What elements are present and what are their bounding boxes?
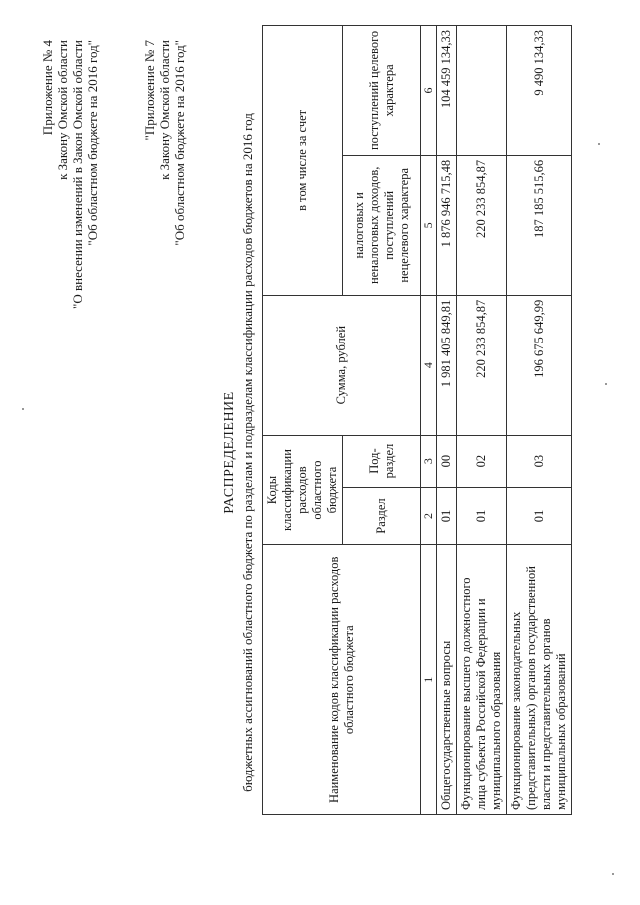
col-number: 5 bbox=[421, 155, 437, 295]
header-line: к Закону Омской области bbox=[55, 40, 70, 180]
appendix-header-7 bbox=[142, 40, 187, 246]
document-title: РАСПРЕДЕЛЕНИЕ bbox=[222, 391, 237, 514]
table-row bbox=[437, 26, 457, 815]
header-line: Приложение № 4 bbox=[40, 40, 55, 136]
col-header-sum: Сумма, рублей bbox=[263, 295, 421, 435]
row-name: Функционирование высшего должностного лица субъекта Российской Федерации и муниципального образования bbox=[457, 545, 507, 815]
col-number: 4 bbox=[421, 295, 437, 435]
appendix-header-4 bbox=[40, 40, 100, 309]
col-header-tax: налоговых и неналоговых доходов, поступлений нецелевого характера bbox=[343, 155, 421, 295]
row-sum: 196 675 649,99 bbox=[507, 295, 572, 435]
header-line: "Об областном бюджете на 2016 год" bbox=[85, 40, 100, 246]
row-tax: 187 185 515,66 bbox=[507, 155, 572, 295]
col-header-name: Наименование кодов классификации расходов областного бюджета bbox=[263, 545, 421, 815]
col-header-subsection: Под-раздел bbox=[343, 435, 421, 487]
row-tax: 220 233 854,87 bbox=[457, 155, 507, 295]
row-target: 104 459 134,33 bbox=[437, 26, 457, 156]
col-number: 2 bbox=[421, 487, 437, 545]
row-target: 9 490 134,33 bbox=[507, 26, 572, 156]
header-line: к Закону Омской области bbox=[157, 40, 172, 180]
header-line: "Приложение № 7 bbox=[142, 40, 157, 141]
scan-speck bbox=[612, 873, 614, 875]
table-row bbox=[507, 26, 572, 815]
scan-speck bbox=[22, 408, 24, 410]
row-subsection: 02 bbox=[457, 435, 507, 487]
col-number: 1 bbox=[421, 545, 437, 815]
scan-speck bbox=[605, 383, 607, 385]
budget-table bbox=[262, 25, 572, 815]
row-section: 01 bbox=[437, 487, 457, 545]
row-sum: 1 981 405 849,81 bbox=[437, 295, 457, 435]
document-subtitle: бюджетных ассигнований областного бюджета по разделам и подразделам классификации расходов бюджетов на 2016 год bbox=[240, 113, 255, 792]
col-header-section: Раздел bbox=[343, 487, 421, 545]
table-row bbox=[457, 26, 507, 815]
row-name: Общегосударственные вопросы bbox=[437, 545, 457, 815]
scan-speck bbox=[598, 143, 600, 145]
col-number: 3 bbox=[421, 435, 437, 487]
row-target bbox=[457, 26, 507, 156]
row-tax: 1 876 946 715,48 bbox=[437, 155, 457, 295]
header-line: "Об областном бюджете на 2016 год" bbox=[172, 40, 187, 246]
row-subsection: 03 bbox=[507, 435, 572, 487]
col-number: 6 bbox=[421, 26, 437, 156]
row-section: 01 bbox=[457, 487, 507, 545]
row-subsection: 00 bbox=[437, 435, 457, 487]
col-header-including: в том числе за счет bbox=[263, 26, 343, 296]
row-sum: 220 233 854,87 bbox=[457, 295, 507, 435]
header-line: "О внесении изменений в Закон Омской области bbox=[70, 40, 85, 309]
col-header-target: поступлений целевого характера bbox=[343, 26, 421, 156]
row-name: Функционирование законодательных (представительных) органов государственной власти и представительных органов муниципальных образований bbox=[507, 545, 572, 815]
col-header-codes: Коды классификации расходов областного бюджета bbox=[263, 435, 343, 545]
row-section: 01 bbox=[507, 487, 572, 545]
